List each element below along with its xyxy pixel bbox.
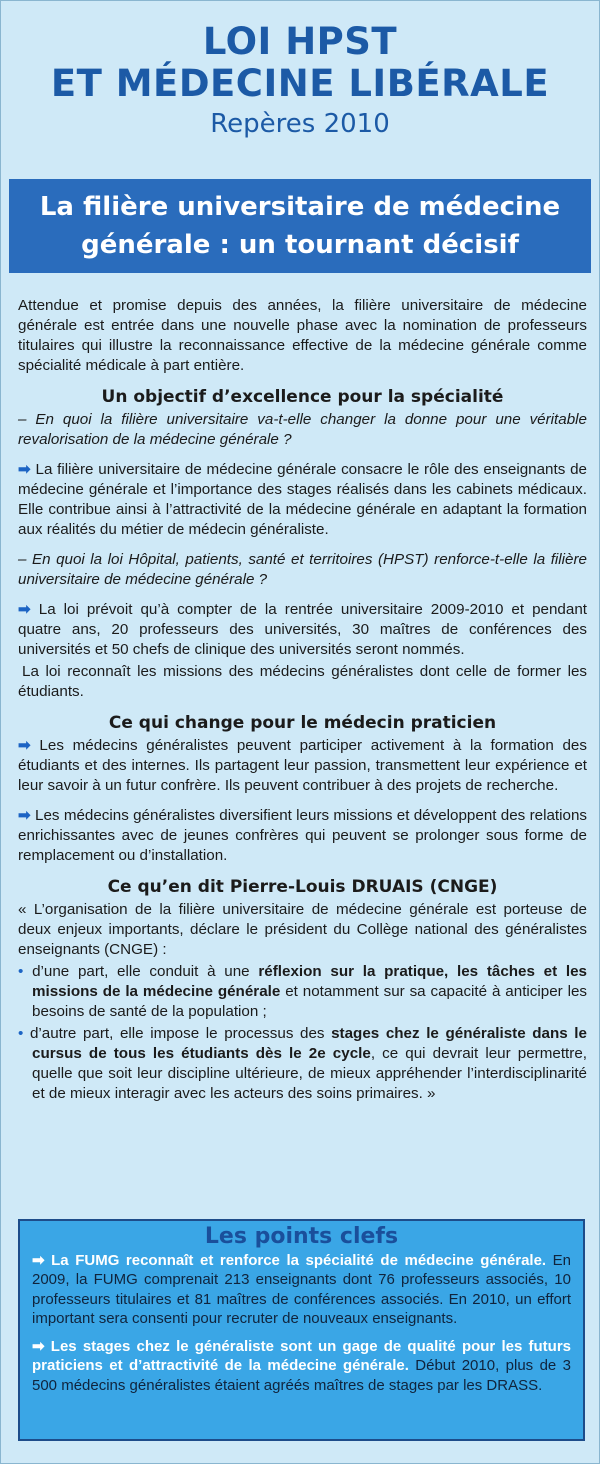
key-point-1-bold: La FUMG reconnaît et renforce la spécialité de médecine générale. [51, 1251, 547, 1269]
question-2: – En quoi la loi Hôpital, patients, santé et territoires (HPST) renforce-t-elle la filière universitaire de médecine générale ? [18, 551, 587, 588]
intro-paragraph: Attendue et promise depuis des années, la filière universitaire de médecine générale est entrée dans une nouvelle phase avec la nomination de professeurs titulaires qui illustre la reconnaissance effective de la médecine générale comme spécialité médicale à part entière. [18, 297, 587, 374]
key-point-2-bold: Les stages chez le généraliste sont un gage de qualité pour les futurs praticiens et d’attractivité de la médecine générale. [32, 1337, 572, 1374]
headline-line-2: générale : un tournant décisif [81, 230, 519, 260]
arrow-icon: ➡ [18, 737, 31, 754]
list-item-text: d’autre part, elle impose le processus des [29, 1025, 332, 1042]
list-item [18, 962, 587, 1022]
arrow-icon: ➡ [32, 1251, 45, 1269]
article-body [18, 296, 587, 1106]
bullet-icon: • [18, 1025, 24, 1042]
headline-banner [9, 179, 591, 273]
section-title-druais: Ce qu’en dit Pierre-Louis DRUAIS (CNGE) [107, 877, 498, 897]
key-point-2 [32, 1337, 571, 1396]
answer-2 [18, 600, 587, 660]
arrow-icon: ➡ [18, 461, 31, 478]
praticien-paragraph-1 [18, 736, 587, 796]
header [1, 1, 599, 151]
list-item-text: et notamment sur sa capacité à anticiper les besoins de santé de la population ; [32, 983, 588, 1020]
praticien-paragraph-2-text: Les médecins généralistes diversifient leurs missions et développent des relations enrichissantes avec de jeunes confrères qui peuvent se prolonger sous forme de remplacement ou d’installation. [18, 807, 587, 864]
arrow-icon: ➡ [18, 807, 31, 824]
section-title-excellence: Un objectif d’excellence pour la spécialité [101, 387, 504, 407]
list-item-text: d’une part, elle conduit à une [32, 963, 259, 980]
key-point-1-text: En 2009, la FUMG comprenait 213 enseignants dont 76 professeurs associés, 10 professeurs titulaires et 81 maîtres de conférences associés. En 2010, un effort important sera consenti pour recruter de nouveaux enseignants. [32, 1251, 572, 1327]
druais-quote: « L’organisation de la filière universitaire de médecine générale est porteuse de deux enjeux importants, déclare le président du Collège national des généralistes enseignants (CNGE) : [18, 901, 587, 958]
arrow-icon: ➡ [18, 601, 31, 618]
headline-line-1: La filière universitaire de médecine [39, 192, 561, 222]
title-line-1: LOI HPST [202, 20, 398, 63]
arrow-icon: ➡ [32, 1337, 45, 1355]
key-point-2-text: Début 2010, plus de 3 500 médecins généralistes étaient agréés maîtres de stages par les DRASS. [32, 1357, 572, 1394]
list-item [18, 1024, 587, 1104]
bullet-icon: • [18, 963, 24, 980]
key-points-title: Les points clefs [204, 1224, 399, 1249]
answer-2-text: La loi prévoit qu’à compter de la rentrée universitaire 2009-2010 et pendant quatre ans, 20 professeurs des universités, 30 maîtres de conférences des universités et 50 chefs de clinique des universités seront nommés. [18, 601, 587, 658]
key-points-box [18, 1219, 585, 1441]
answer-1 [18, 460, 587, 540]
list-item-bold: réflexion sur la pratique, les tâches et les missions de la médecine générale [32, 963, 587, 1000]
answer-2b: La loi reconnaît les missions des médecins généralistes dont celle de former les étudiants. [18, 663, 587, 700]
praticien-paragraph-1-text: Les médecins généralistes peuvent participer activement à la formation des étudiants et des internes. Ils partagent leur passion, transmettent leur expérience et leur savoir à un futur confrère. Ils peuvent contribuer à des projets de recherche. [18, 737, 587, 794]
question-1: – En quoi la filière universitaire va-t-elle changer la donne pour une véritable revalorisation de la médecine générale ? [18, 411, 587, 448]
title-line-2: ET MÉDECINE LIBÉRALE [50, 62, 550, 105]
list-item-text: , ce qui devrait leur permettre, quelle que soit leur discipline ultérieure, de mieux appréhender l’interdisciplinarité et de mieux interagir avec les acteurs des soins primaires. » [32, 1045, 587, 1102]
key-point-1 [32, 1251, 571, 1329]
list-item-bold: stages chez le généraliste dans le cursus de tous les étudiants dès le 2e cycle [32, 1025, 587, 1062]
subtitle: Repères 2010 [210, 109, 390, 139]
praticien-paragraph-2 [18, 806, 587, 866]
section-title-praticien: Ce qui change pour le médecin praticien [108, 713, 497, 733]
answer-1-text: La filière universitaire de médecine générale consacre le rôle des enseignants de médecine générale et l’importance des stages réalisés dans les cabinets médicaux. Elle contribue ainsi à l’attractivité de la médecine générale en adaptant la formation aux réalités du métier de médecin généraliste. [18, 461, 587, 538]
